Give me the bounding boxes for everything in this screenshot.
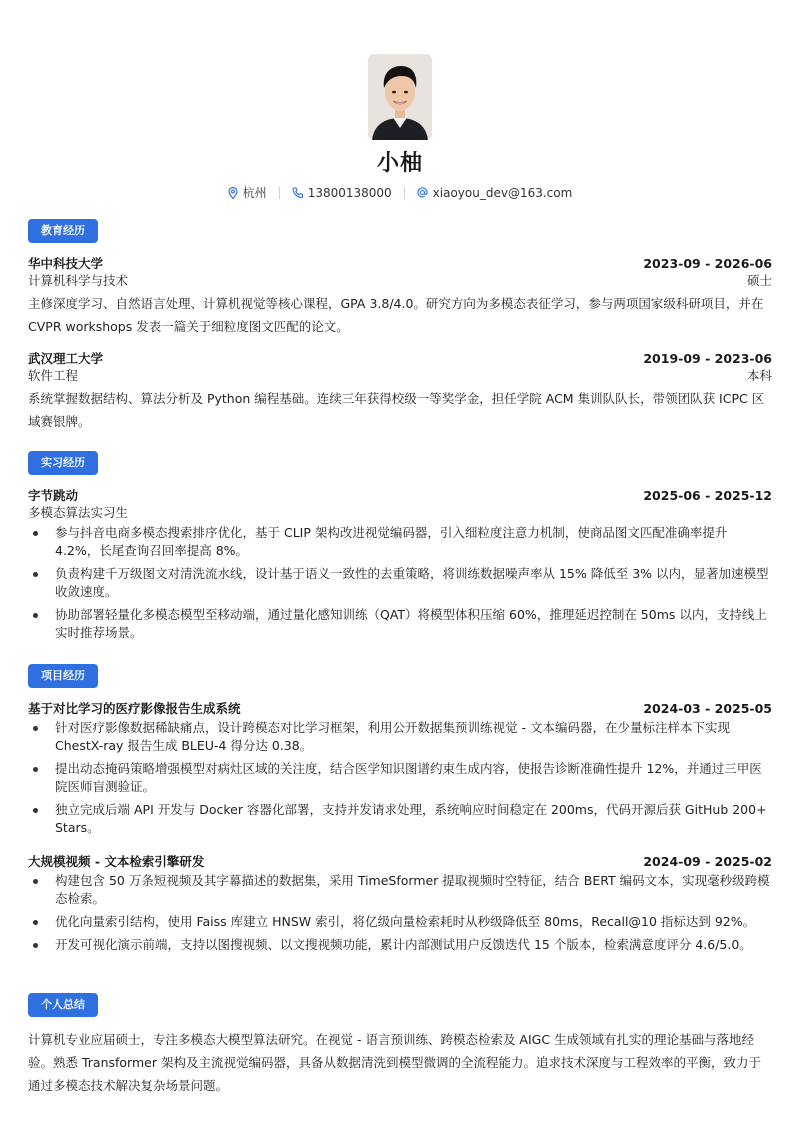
contact-divider — [279, 187, 280, 199]
education-entry-2-subheader — [28, 366, 772, 384]
education-entry-1-subheader — [28, 271, 772, 289]
education-entry-1-description: 主修深度学习、自然语言处理、计算机视觉等核心课程，GPA 3.8/4.0。研究方向为多模态表征学习，参与两项国家级科研项目，并在 CVPR workshops 发表一篇关于细粒度图文匹配的论文。 — [28, 296, 764, 334]
list-item: 优化向量索引结构，使用 Faiss 库建立 HNSW 索引，将亿级向量检索耗时从秒级降低至 80ms，Recall@10 指标达到 92%。 — [28, 913, 772, 931]
contact-email[interactable] — [417, 186, 573, 200]
internship-bullet-list — [28, 524, 772, 642]
job-role: 多模态算法实习生 — [28, 505, 129, 520]
contact-city — [228, 184, 267, 201]
list-item: 协助部署轻量化多模态模型至移动端，通过量化感知训练（QAT）将模型体积压缩 60%，推理延迟控制在 50ms 以内，支持线上实时推荐场景。 — [28, 606, 772, 642]
internship-entry-subheader — [28, 503, 772, 521]
project-title: 基于对比学习的医疗影像报告生成系统 — [28, 701, 241, 716]
city-text: 杭州 — [242, 186, 267, 200]
list-item: 开发可视化演示前端，支持以图搜视频、以文搜视频功能，累计内部测试用户反馈迭代 15 个版本，检索满意度评分 4.6/5.0。 — [28, 936, 772, 954]
section-title-education: 教育经历 — [28, 219, 98, 243]
at-sign-icon — [417, 187, 428, 198]
education-entry-1-header — [28, 254, 772, 272]
list-item: 针对医疗影像数据稀缺痛点，设计跨模态对比学习框架，利用公开数据集预训练视觉 - 文本编码器，在少量标注样本下实现 ChestX-ray 报告生成 BLEU-4 得分达 0.38。 — [28, 719, 772, 755]
project-title: 大规模视频 - 文本检索引擎研发 — [28, 854, 205, 869]
date-range: 2024-09 - 2025-02 — [643, 854, 772, 869]
profile-photo — [368, 54, 432, 140]
list-item: 提出动态掩码策略增强模型对病灶区域的关注度，结合医学知识图谱约束生成内容，使报告诊断准确性提升 12%，并通过三甲医院医师盲测验证。 — [28, 760, 772, 796]
degree: 硕士 — [746, 273, 772, 288]
phone-text: 13800138000 — [307, 185, 392, 200]
degree: 本科 — [746, 368, 772, 383]
company-name: 字节跳动 — [28, 488, 79, 503]
date-range: 2023-09 - 2026-06 — [643, 256, 772, 271]
contact-divider — [404, 187, 405, 199]
contact-phone — [292, 186, 392, 200]
section-title-summary: 个人总结 — [28, 993, 98, 1017]
phone-icon — [292, 187, 303, 198]
list-item: 构建包含 50 万条短视频及其字幕描述的数据集，采用 TimeSformer 提取视频时空特征，结合 BERT 编码文本，实现毫秒级跨模态检索。 — [28, 872, 772, 908]
list-item: 负责构建千万级图文对清洗流水线，设计基于语义一致性的去重策略，将训练数据噪声率从 15% 降低至 3% 以内，显著加速模型收敛速度。 — [28, 565, 772, 601]
project-2-bullet-list — [28, 872, 772, 954]
location-pin-icon — [228, 187, 238, 199]
school-name: 华中科技大学 — [28, 256, 104, 271]
date-range: 2019-09 - 2023-06 — [643, 351, 772, 366]
education-entry-2-header — [28, 349, 772, 367]
email-text: xiaoyou_dev@163.com — [432, 185, 573, 200]
section-title-internship: 实习经历 — [28, 451, 98, 475]
date-range: 2025-06 - 2025-12 — [643, 488, 772, 503]
project-entry-2-header — [28, 852, 772, 870]
education-entry-2-description: 系统掌握数据结构、算法分析及 Python 编程基础。连续三年获得校级一等奖学金，担任学院 ACM 集训队队长，带领团队获 ICPC 区域赛银牌。 — [28, 391, 765, 429]
list-item: 参与抖音电商多模态搜索排序优化，基于 CLIP 架构改进视觉编码器，引入细粒度注意力机制，使商品图文匹配准确率提升 4.2%，长尾查询召回率提高 8%。 — [28, 524, 772, 560]
major: 软件工程 — [28, 368, 79, 383]
date-range: 2024-03 - 2025-05 — [643, 701, 772, 716]
candidate-name: 小柚 — [376, 151, 423, 176]
project-1-bullet-list — [28, 719, 772, 837]
summary-text: 计算机专业应届硕士，专注多模态大模型算法研究。在视觉 - 语言预训练、跨模态检索及 AIGC 生成领域有扎实的理论基础与落地经验。熟悉 Transformer 架构及主流视觉编码器，具备从数据清洗到模型微调的全流程能力。追求技术深度与工程效率的平衡，致力于通过多模态技术解决复杂场景问题。 — [28, 1032, 761, 1093]
section-title-projects: 项目经历 — [28, 664, 98, 688]
internship-entry-header — [28, 486, 772, 504]
school-name: 武汉理工大学 — [28, 351, 104, 366]
major: 计算机科学与技术 — [28, 273, 129, 288]
contact-bar — [0, 184, 800, 201]
list-item: 独立完成后端 API 开发与 Docker 容器化部署，支持并发请求处理，系统响应时间稳定在 200ms，代码开源后获 GitHub 200+ Stars。 — [28, 801, 772, 837]
project-entry-1-header — [28, 699, 772, 717]
